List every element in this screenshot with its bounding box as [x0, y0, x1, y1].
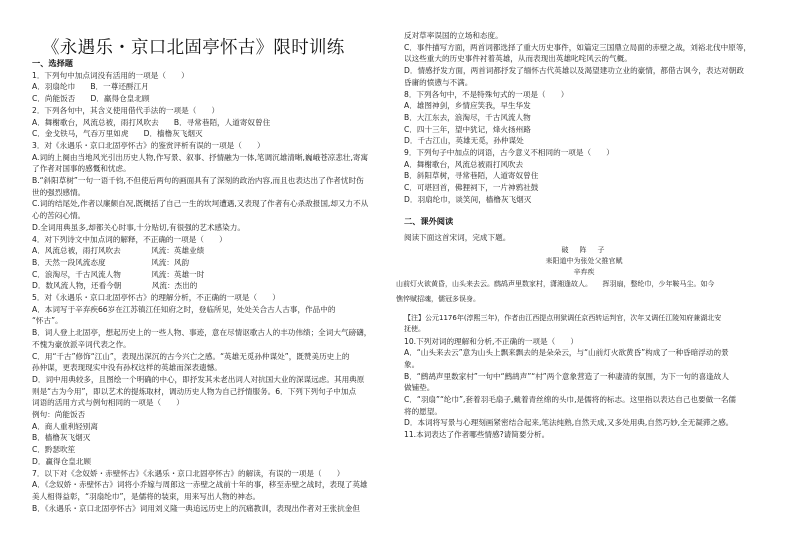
- question-line: C．可堪回首，佛狸祠下，一片神鸦社鼓: [404, 183, 539, 193]
- question-line: 则是“古为今用”，即以艺术的提炼取材，调动历史人物为自己抒情服务。6．下列下列句子中加点: [32, 386, 357, 396]
- question-line: 例句：尚能饭否: [32, 410, 86, 419]
- question-line: C．四十三年，望中犹记，烽火扬州路: [404, 124, 531, 134]
- poem-note: 【注】公元1176年(淳熙三年)，作者由江西提点刑狱调任京西转运判官，次年又调任江陵知府兼湖北安: [404, 313, 722, 322]
- question-line: 孙仲谋，更表现现实中没有孙权这样的英雄而深表遗憾。: [32, 363, 222, 373]
- question-line: D．羽扇纶巾，谈笑间，樯橹灰飞烟灭: [404, 194, 532, 204]
- poem-line: 憔悴赋招魂，儒冠多误身。: [396, 294, 480, 303]
- question-line: B．大江东去，浪淘尽，千古风流人物: [404, 112, 531, 122]
- question-line: D．本词将写景与心理刻画紧密结合起来,笔法纯熟,自然天成,又多处用典,自然巧妙,全无凝滞之感。: [404, 418, 734, 428]
- question-line: “怀古”。: [32, 316, 63, 326]
- question-line: B．“鹧鸪声里数家村”一句中“鹧鸪声”“村”两个意象营造了一种凄清的氛围，为下一句的喜逢故人: [404, 371, 729, 381]
- page-title: 《永遇乐・京口北固亭怀古》限时训练: [42, 38, 345, 58]
- question-line: 美人相得益彰，“羽扇纶巾”，是儒将的装束，用来写出人物的神态。: [32, 491, 261, 501]
- question-line: 不愧为豪放派辛词代表之作。: [32, 339, 131, 349]
- question-line: 将的愿望。: [404, 406, 442, 416]
- question-line: C.词的结尾处,作者以廉颇自况,既概括了自己一生的坎坷遭遇,又表现了作者有心杀敌报国,却又力不从: [32, 199, 369, 209]
- question-line: D．千古江山，英雄无觅，孙仲谋处: [404, 136, 524, 146]
- question-line: 9．下列句子中加点的词语，古今意义不相同的一项是（ ）: [404, 148, 614, 157]
- poem-note: 抚使。: [404, 324, 425, 333]
- question-line: A．羽扇纶巾 B．一尊还酹江月: [32, 82, 149, 92]
- poem-author: 辛弃疾: [573, 267, 595, 276]
- question-line: A．《念奴娇・赤壁怀古》词将小乔嫁与周郎这一赤壁之战前十年的事，移至赤壁之战时，表现了英雄: [32, 480, 368, 490]
- question-line: B．天然一段风流态度 风流：风韵: [32, 257, 190, 267]
- question-line: 词语的活用方式与例句相同的一项是（ ）: [32, 398, 184, 408]
- question-line: 3．对《永遇乐・京口北固亭怀古》的鉴赏评析有误的一项是（ ）: [32, 140, 265, 150]
- section-heading: 一、选择题: [32, 58, 73, 68]
- question-line: D．情感抒发方面，两首词都抒发了缅怀古代英雄以及渴望建功立业的豪情，都借古讽今，表达对朝政: [404, 66, 744, 76]
- question-line: 心的苦闷心情。: [32, 211, 86, 221]
- question-line: C．事件描写方面，两首词都选择了重大历史事件，如篇定三国鼎立局面的赤壁之战，刘裕北伐中原等，: [404, 42, 752, 52]
- question-line: D．赢得仓皇北顾: [32, 456, 92, 466]
- question-line: B．词人登上北固亭，想起历史上的一些人物、事迹，意在尽情讴歌古人的丰功伟绩；全词大气磅礴，: [32, 328, 372, 338]
- question-line: D．数风流人物，还看今朝 风流：杰出的: [32, 281, 198, 291]
- question-line: C．“羽扇”“纶巾”,套着羽毛扇子,戴着青丝绵的头巾,是儒将的标志。这里指以表达自己也要做一名儒: [404, 395, 737, 404]
- question-line: 反对草率误国的立场和态度。: [404, 31, 503, 40]
- question-line: 7．以下对《念奴娇・赤壁怀古》《永遇乐・京口北固亭怀古》的解读，有误的一项是（ ）: [32, 468, 345, 478]
- question-line: 世的强烈感情。: [32, 187, 86, 197]
- question-line: 做铺垫。: [404, 383, 435, 393]
- question-line: 2．下列各句中，其含义使用借代手法的一项是（ ）: [32, 105, 220, 115]
- section-heading: 二、课外阅读: [404, 215, 454, 226]
- question-line: 昏庸的愤懑与不满。: [404, 77, 473, 87]
- question-line: 5．对《永遇乐・京口北固亭怀古》的理解分析，不正确的一项是（ ）: [32, 293, 280, 302]
- question-line: A．“山头来去云”意为山头上飘来飘去的是朵朵云，与“山前灯火欲黄昏”构成了一种昏暗浮动的景: [404, 348, 729, 358]
- question-line: D.全词用典虽多,却都关心时事,十分贴切,有很强的艺术感染力。: [32, 222, 245, 232]
- question-line: C．尚能饭否 D．羸得仓皇北顾: [32, 94, 150, 104]
- question-line: 了作者对国事的感慨和忧虑。: [32, 164, 131, 174]
- question-line: D．词中用典较多，且图绘一个明确的中心，即抒发其未老出词人对抗国大业的深谋远虑。其用典原: [32, 374, 365, 384]
- question-line: B．樯橹灰飞烟灭: [32, 433, 91, 443]
- question-line: A．风流总被，雨打风吹去 风流：英雄业绩: [32, 246, 205, 256]
- question-line: A．舞榭歌台，风流总被，雨打风吹去 B．寻常巷陌，人道寄奴曾住: [32, 117, 271, 127]
- question-line: 1．下列句中加点词没有活用的一项是（ ）: [32, 70, 189, 80]
- question-line: 以这些重大的历史事件衬着英雄，从而表现出英雄叱咤风云的气概。: [404, 54, 632, 64]
- question-line: C．黔瑟吹笙: [32, 445, 76, 455]
- question-line: 8．下列各句中，不是特殊句式的一项是（ ）: [404, 89, 569, 99]
- poem-subtitle: 耒阳道中为张处父推官赋: [545, 256, 623, 265]
- question-line: C．浪淘尽，千古风流人物 风流：英雄一时: [32, 269, 205, 279]
- question-line: C．金戈铁马，气吞万里如虎 D．樯橹灰飞烟灭: [32, 129, 203, 139]
- question-line: A．雄图神剑，乡情应笑我，早生华发: [404, 101, 531, 111]
- question-line: B．《永遇乐・京口北固亭怀古》词用刘义隆一典追远历史上的沉痛教训，表现出作者对王张抗金但: [32, 503, 360, 513]
- question-line: 象。: [404, 359, 420, 369]
- question-line: B.“斜阳草树”一句一语千钧,不但使后两句的画面具有了深刻的政治内容,而且也表达出了作者忧时伤: [32, 176, 364, 185]
- question-line: A.词的上阕由当地风光引出历史人物,作写景、叙事、抒情融为一体,笔调沉雄清晰,巍峨苍凉悲壮,寄寓: [32, 152, 369, 162]
- question-line: 11.本词表达了作者哪些情感?请简要分析。: [404, 430, 550, 440]
- poem-title: 破 阵 子: [561, 245, 607, 254]
- reading-intro: 阅读下面这首宋词，完成下题。: [404, 232, 511, 242]
- question-line: B．斜阳草树，寻常巷陌，人道寄奴曾住: [404, 171, 539, 181]
- question-line: 4．对下列诗文中加点词的解释，不正确的一项是（ ）: [32, 234, 227, 244]
- poem-line: 山前灯火欲黄昏，山头来去云。鹧鸪声里数家村，潇湘逢故人。 挥羽扇，整纶巾，少年鞍马尘。如今: [396, 279, 715, 288]
- question-line: A．商人重利轻别离: [32, 421, 98, 431]
- question-line: 10.下列对词的理解和分析,不正确的一项是（ ）: [404, 336, 578, 346]
- question-line: A．本词写于辛弃疾66岁在江苏镇江任知府之时，登临所见，处处关合古人古事，作品中的: [32, 304, 336, 314]
- question-line: C．用“千古”修饰“江山”，表现出深沉的古今兴亡之感。“英雄无觅孙仲谋处”，既赞美历史上的: [32, 351, 350, 361]
- question-line: A．舞榭歌台，风流总被雨打风吹去: [404, 159, 524, 169]
